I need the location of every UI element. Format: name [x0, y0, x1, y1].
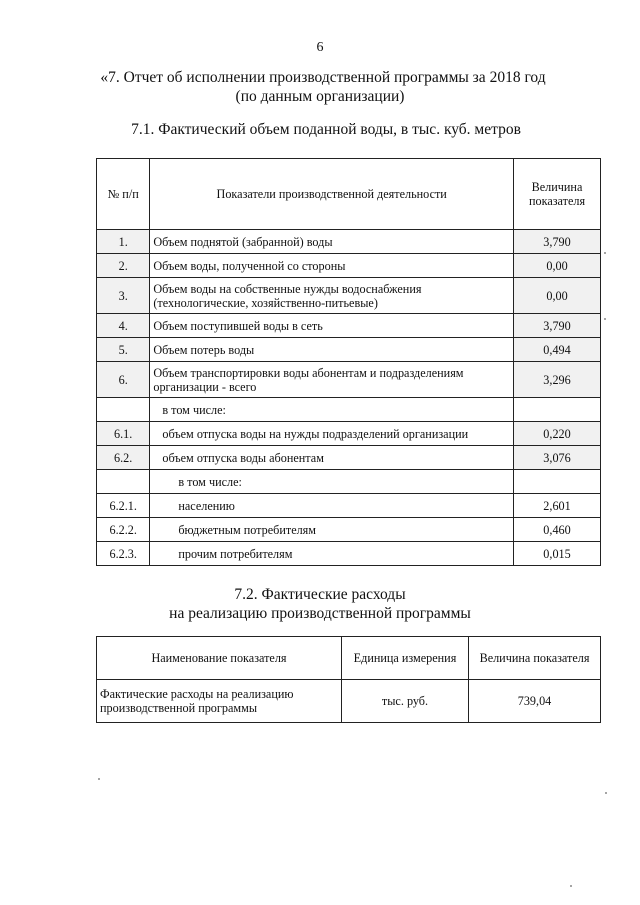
- row-unit: тыс. руб.: [342, 680, 469, 723]
- section2-title: [0, 585, 640, 623]
- row-num: 6.2.3.: [97, 542, 150, 566]
- row-name: Объем транспортировки воды абонентам и подразделениям организации - всего: [150, 362, 514, 398]
- water-volume-table: [96, 158, 601, 566]
- table-row: [97, 446, 601, 470]
- table-row: [97, 338, 601, 362]
- row-name: прочим потребителям: [150, 542, 514, 566]
- table-row: [97, 278, 601, 314]
- page-number: 6: [316, 40, 324, 55]
- header-name: Наименование показателя: [97, 637, 342, 680]
- scan-speck: [604, 318, 606, 320]
- header-unit: Единица измерения: [342, 637, 469, 680]
- section2-title-line1: 7.2. Фактические расходы: [234, 586, 406, 603]
- table-row: [97, 518, 601, 542]
- row-num: 6.2.1.: [97, 494, 150, 518]
- row-num: 6.1.: [97, 422, 150, 446]
- header-num: № п/п: [97, 159, 150, 230]
- row-value: 3,790: [514, 314, 601, 338]
- report-title-line1: «7. Отчет об исполнении производственной программы за 2018 год: [100, 69, 546, 86]
- row-value: 739,04: [469, 680, 601, 723]
- table-row: [97, 542, 601, 566]
- table-row: [97, 422, 601, 446]
- scan-speck: [570, 885, 572, 887]
- row-name: бюджетным потребителям: [150, 518, 514, 542]
- row-name: объем отпуска воды абонентам: [150, 446, 514, 470]
- row-name: объем отпуска воды на нужды подразделений организации: [150, 422, 514, 446]
- row-name: в том числе:: [150, 398, 514, 422]
- row-value: 2,601: [514, 494, 601, 518]
- row-name: населению: [150, 494, 514, 518]
- row-num: 1.: [97, 230, 150, 254]
- row-num: 6.: [97, 362, 150, 398]
- row-value: 0,460: [514, 518, 601, 542]
- table-row: [97, 494, 601, 518]
- row-value: 0,220: [514, 422, 601, 446]
- row-name: в том числе:: [150, 470, 514, 494]
- row-num: 6.2.2.: [97, 518, 150, 542]
- row-num: 3.: [97, 278, 150, 314]
- row-num: [97, 470, 150, 494]
- row-value: [514, 470, 601, 494]
- row-value: 0,494: [514, 338, 601, 362]
- row-num: 4.: [97, 314, 150, 338]
- table-row: [97, 254, 601, 278]
- row-name: Объем потерь воды: [150, 338, 514, 362]
- row-value: 3,076: [514, 446, 601, 470]
- table-row: [97, 680, 601, 723]
- row-num: [97, 398, 150, 422]
- table-row: [97, 362, 601, 398]
- section1-title: 7.1. Фактический объем поданной воды, в тыс. куб. метров: [131, 121, 521, 138]
- row-value: 0,00: [514, 254, 601, 278]
- row-num: 2.: [97, 254, 150, 278]
- row-value: 3,296: [514, 362, 601, 398]
- row-name: Объем воды, полученной со стороны: [150, 254, 514, 278]
- row-value: 0,00: [514, 278, 601, 314]
- report-title-line2: (по данным организации): [235, 88, 405, 105]
- table-header-row: [97, 637, 601, 680]
- scan-speck: [605, 792, 607, 794]
- table-row: [97, 314, 601, 338]
- scan-speck: [98, 778, 100, 780]
- table-header-row: [97, 159, 601, 230]
- header-value: Величина показателя: [514, 159, 601, 230]
- row-value: [514, 398, 601, 422]
- row-value: 0,015: [514, 542, 601, 566]
- table-row: [97, 470, 601, 494]
- table-row: [97, 398, 601, 422]
- row-name: Фактические расходы на реализацию производственной программы: [97, 680, 342, 723]
- scan-speck: [604, 252, 606, 254]
- section2-title-line2: на реализацию производственной программы: [169, 605, 471, 622]
- expenses-table: [96, 636, 601, 723]
- row-value: 3,790: [514, 230, 601, 254]
- header-value: Величина показателя: [469, 637, 601, 680]
- header-name: Показатели производственной деятельности: [150, 159, 514, 230]
- row-name: Объем поднятой (забранной) воды: [150, 230, 514, 254]
- report-title: [0, 68, 640, 106]
- row-name: Объем поступившей воды в сеть: [150, 314, 514, 338]
- row-name: Объем воды на собственные нужды водоснабжения (технологические, хозяйственно-питьевые): [150, 278, 514, 314]
- row-num: 6.2.: [97, 446, 150, 470]
- row-num: 5.: [97, 338, 150, 362]
- table-row: [97, 230, 601, 254]
